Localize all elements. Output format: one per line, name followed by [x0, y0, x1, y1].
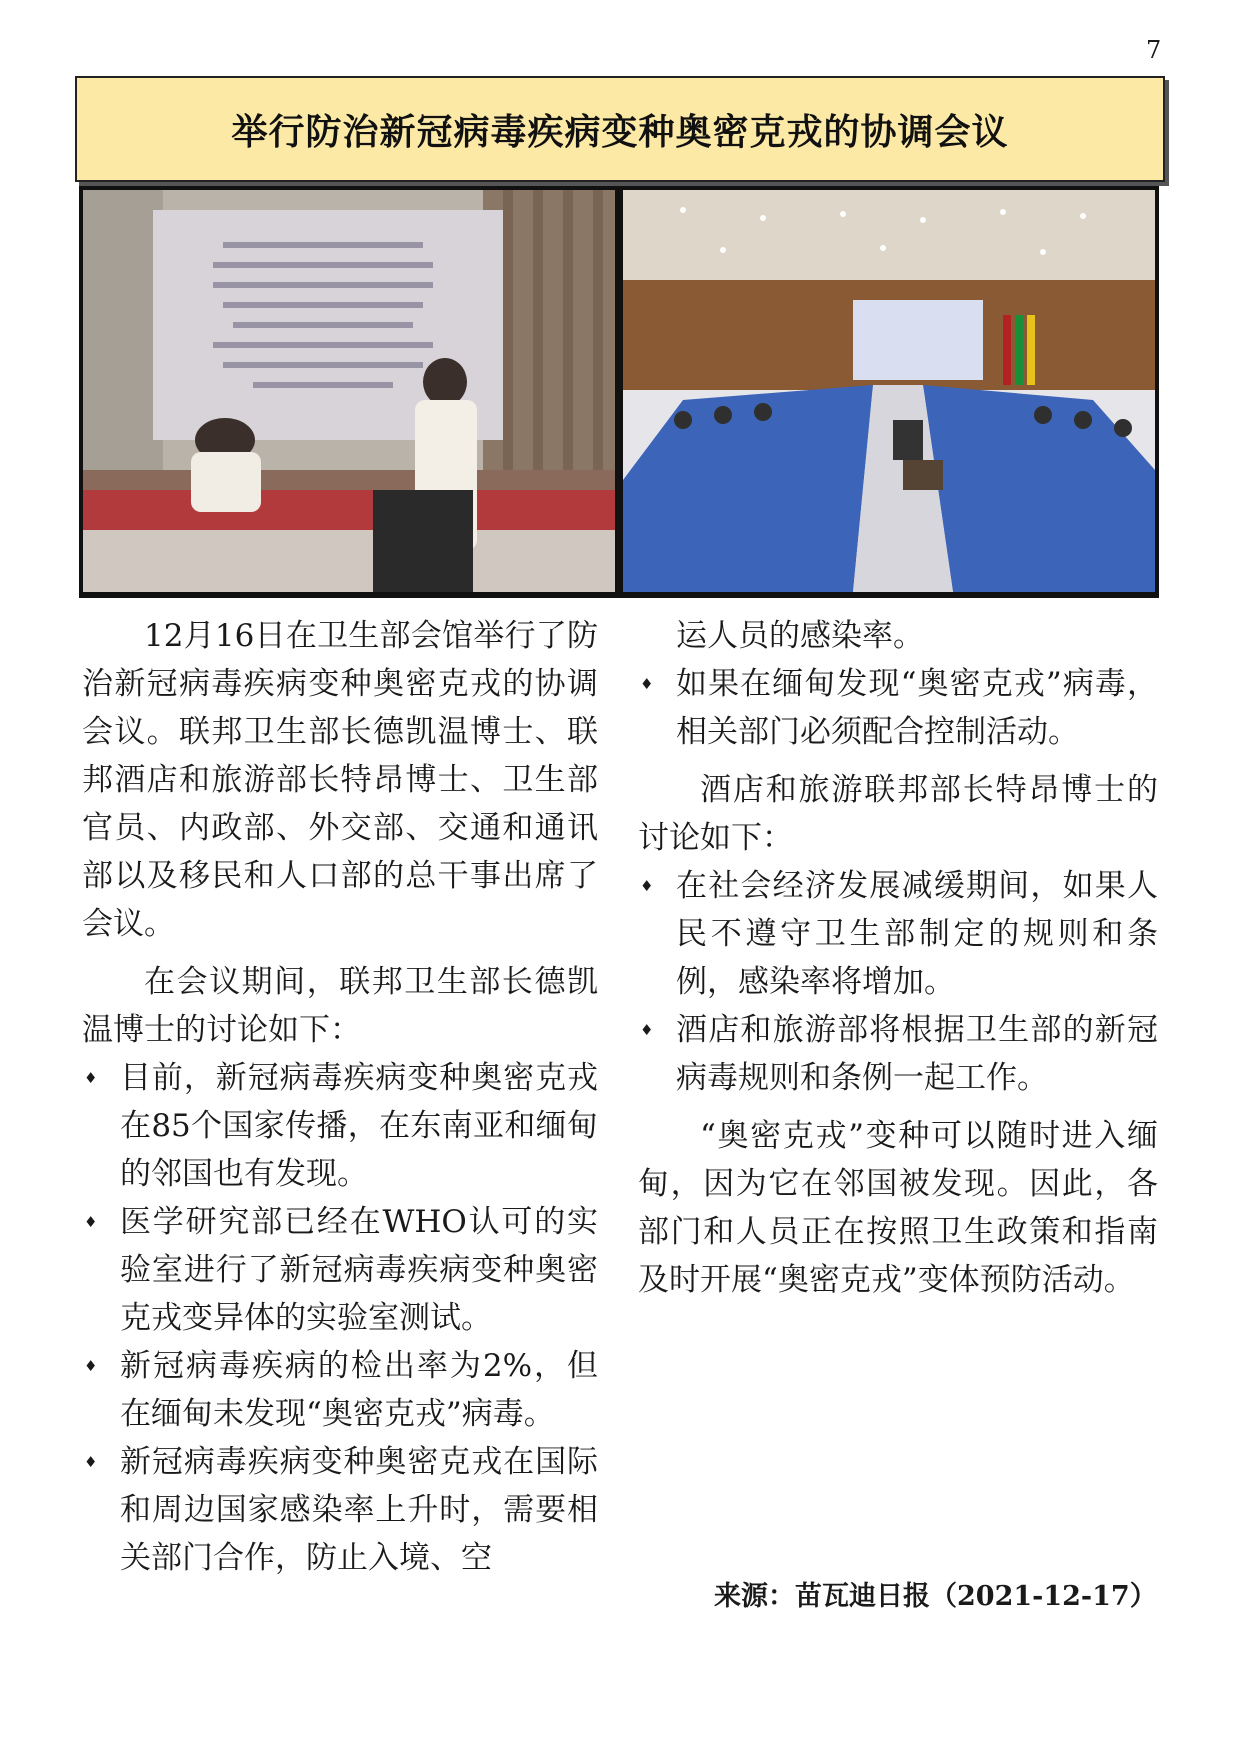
minister-discussion-list — [82, 1054, 598, 1582]
conference-room-photo-graphic — [623, 190, 1155, 592]
list-item: ♦ 酒店和旅游部将根据卫生部的新冠病毒规则和条例一起工作。 — [638, 1006, 1158, 1102]
conference-room-photo — [623, 190, 1155, 592]
meeting-hall-photo-graphic — [83, 190, 615, 592]
minister-discussion-list-continued — [638, 612, 1158, 756]
list-item: ♦ 在社会经济发展减缓期间，如果人民不遵守卫生部制定的规则和条例，感染率将增加。 — [638, 862, 1158, 1006]
page-number: 7 — [1146, 36, 1162, 64]
intro-paragraph: 12月16日在卫生部会馆举行了防治新冠病毒疾病变种奥密克戎的协调会议。联邦卫生部长德凯温博士、联邦酒店和旅游部长特昂博士、卫生部官员、内政部、外交部、交通和通讯部以及移民和人口部的总干事出席了会议。 — [82, 618, 598, 942]
list-item: ♦ 如果在缅甸发现“奥密克戎”病毒，相关部门必须配合控制活动。 — [638, 660, 1158, 756]
minister-discussion-intro: 在会议期间，联邦卫生部长德凯温博士的讨论如下： — [82, 964, 598, 1048]
tourism-discussion-list — [638, 862, 1158, 1102]
right-column — [638, 612, 1158, 1304]
list-item: ♦ 新冠病毒疾病变种奥密克戎在国际和周边国家感染率上升时，需要相关部门合作，防止入境、空 — [82, 1438, 598, 1582]
list-item-continued: 运人员的感染率。 — [676, 618, 924, 654]
list-item: ♦ 新冠病毒疾病的检出率为2%，但在缅甸未发现“奥密克戎”病毒。 — [82, 1342, 598, 1438]
photo-strip — [79, 186, 1159, 598]
list-item: ♦ 医学研究部已经在WHO认可的实验室进行了新冠病毒疾病变种奥密克戎变异体的实验室测试。 — [82, 1198, 598, 1342]
list-item: ♦ 目前，新冠病毒疾病变种奥密克戎在85个国家传播，在东南亚和缅甸的邻国也有发现。 — [82, 1054, 598, 1198]
source-credit: 来源：苗瓦迪日报（2021-12-17） — [714, 1581, 1157, 1612]
article-title: 举行防治新冠病毒疾病变种奥密克戎的协调会议 — [231, 111, 1009, 153]
closing-paragraph: “奥密克戎”变种可以随时进入缅甸，因为它在邻国被发现。因此，各部门和人员正在按照卫生政策和指南及时开展“奥密克戎”变体预防活动。 — [638, 1118, 1158, 1298]
title-banner — [75, 76, 1165, 182]
left-column — [82, 612, 598, 1582]
meeting-hall-photo — [83, 190, 615, 592]
tourism-minister-intro: 酒店和旅游联邦部长特昂博士的讨论如下： — [638, 772, 1158, 856]
